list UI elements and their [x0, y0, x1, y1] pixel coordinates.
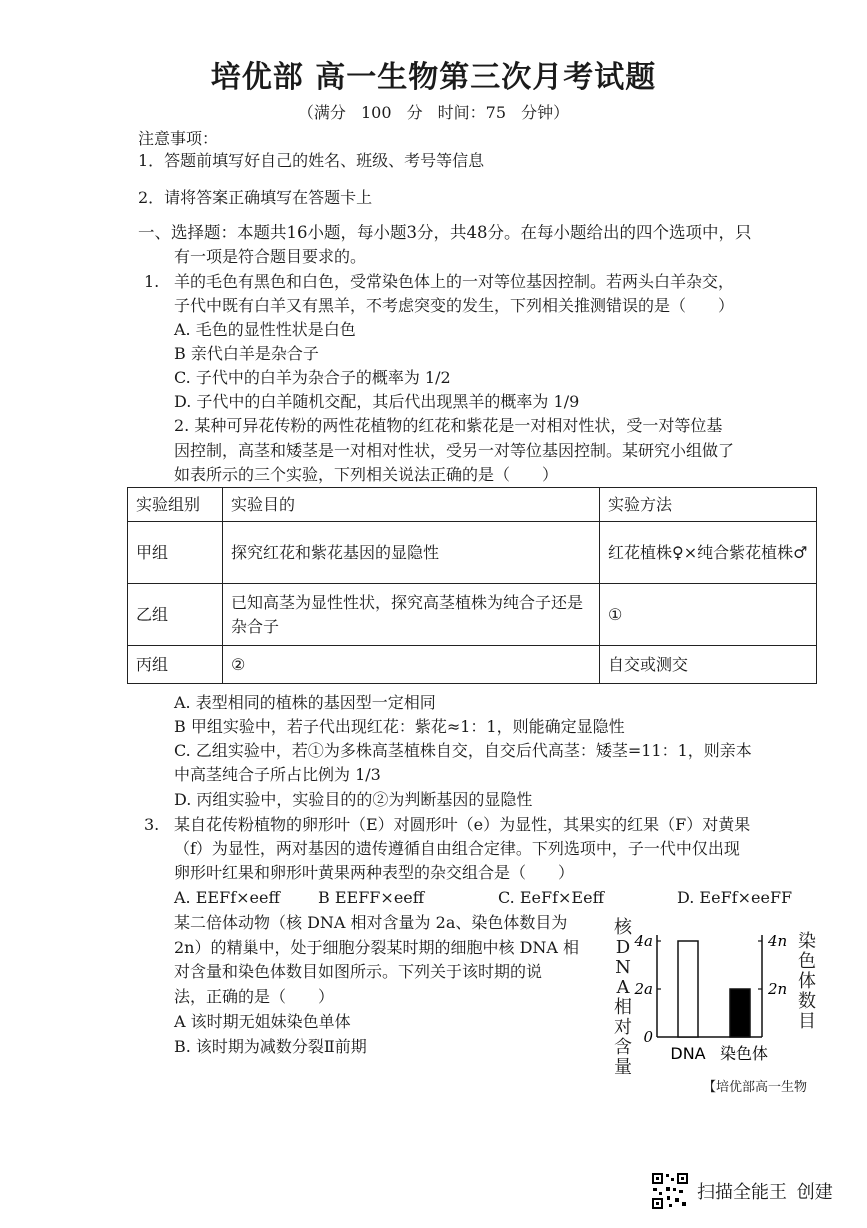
x-tick-label: DNA [670, 1044, 706, 1063]
q4-option-a: A 该时期无姐妹染色单体 [174, 1012, 351, 1031]
table-row [128, 646, 817, 684]
q4-stem-line2: 2n）的精巢中，处于细胞分裂某时期的细胞中核 DNA 相 [174, 938, 580, 957]
right-axis-label-char: 数 [798, 991, 816, 1012]
table-header-row [128, 488, 817, 522]
q2-stem-line3: 如表所示的三个实验，下列相关说法正确的是（ ） [174, 465, 559, 484]
left-tick-label: 0 [643, 1028, 653, 1046]
left-axis-label-char: A [616, 977, 630, 998]
left-tick-label: 2a [634, 980, 653, 998]
note-item-1: 1．答题前填写好自己的姓名、班级、考号等信息 [138, 151, 485, 170]
q1-option-b: B 亲代白羊是杂合子 [174, 344, 319, 363]
q1-number: 1. [144, 272, 160, 291]
table-cell: 丙组 [128, 646, 223, 684]
table-cell: 乙组 [128, 584, 223, 646]
section-heading-cont: 有一项是符合题目要求的。 [174, 247, 367, 266]
q3-number: 3. [144, 815, 160, 834]
table-cell: ① [600, 584, 817, 646]
q2-option-a: A. 表型相同的植株的基因型一定相同 [174, 693, 436, 712]
section-heading: 一、选择题：本题共16小题，每小题3分，共48分。在每小题给出的四个选项中，只 [138, 223, 752, 242]
q4-stem-line4: 法，正确的是（ ） [174, 987, 335, 1006]
x-tick-label: 染色体 [719, 1044, 769, 1063]
q1-stem-line1: 羊的毛色有黑色和白色，受常染色体上的一对等位基因控制。若两头白羊杂交， [174, 272, 735, 291]
q3-option-a: A. EEFf×eeff [174, 888, 280, 907]
right-tick-label: 2n [768, 980, 788, 998]
q2-option-b: B 甲组实验中，若子代出现红花：紫花≈1：1，则能确定显隐性 [174, 717, 625, 736]
q4-stem-line3: 对含量和染色体数目如图所示。下列关于该时期的说 [174, 962, 543, 981]
right-axis-label-char: 体 [798, 971, 816, 992]
q1-option-d: D. 子代中的白羊随机交配，其后代出现黑羊的概率为 1/9 [174, 392, 580, 411]
q3-stem-line1: 某自花传粉植物的卵形叶（E）对圆形叶（e）为显性，其果实的红果（F）对黄果 [174, 815, 751, 834]
table-row [128, 584, 817, 646]
left-axis-label-char: 核 [614, 917, 632, 938]
page-title: 培优部 高一生物第三次月考试题 [210, 60, 657, 95]
table-header-cell: 实验目的 [223, 488, 600, 522]
table-header-cell: 实验组别 [128, 488, 223, 522]
bar-chromosome [730, 989, 750, 1037]
note-item-2: 2．请将答案正确填写在答题卡上 [138, 188, 373, 207]
left-axis-label-char: N [615, 957, 631, 978]
right-axis-label-char: 染 [798, 931, 816, 952]
footer-tag: 【培优部高一生物 [703, 1080, 808, 1095]
left-axis-label-char: 量 [614, 1057, 632, 1078]
bar-dna [678, 941, 698, 1037]
table-cell: 自交或测交 [600, 646, 817, 684]
right-axis-label-char: 色 [798, 951, 816, 972]
experiment-table [127, 487, 817, 684]
left-axis-label-char: 含 [614, 1037, 632, 1058]
q2-option-c: C. 乙组实验中，若①为多株高茎植株自交，自交后代高茎：矮茎=11：1，则亲本 [174, 741, 752, 760]
q2-stem-line1: 2. 某种可异花传粉的两性花植物的红花和紫花是一对相对性状，受一对等位基 [174, 416, 723, 435]
table-cell: ② [223, 646, 600, 684]
page-subtitle: （满分 100 分 时间：75 分钟） [297, 103, 570, 122]
q3-option-d: D. EeFf×eeFF [677, 888, 793, 907]
left-axis-label-char: 相 [614, 997, 632, 1018]
dna-chromosome-chart [612, 915, 822, 1070]
table-header-cell: 实验方法 [600, 488, 817, 522]
scanner-watermark: 扫描全能王 创建 [697, 1182, 833, 1203]
table-cell: 探究红花和紫花基因的显隐性 [223, 522, 600, 584]
table-row [128, 522, 817, 584]
table-cell: 红花植株♀×纯合紫花植株♂ [600, 522, 817, 584]
table-cell: 甲组 [128, 522, 223, 584]
q3-stem-line2: （f）为显性，两对基因的遗传遵循自由组合定律。下列选项中，子一代中仅出现 [174, 839, 740, 858]
q3-option-c: C. EeFf×Eeff [498, 888, 604, 907]
right-tick-label: 4n [768, 932, 788, 950]
right-axis-label-char: 目 [798, 1011, 816, 1032]
q1-option-c: C. 子代中的白羊为杂合子的概率为 1/2 [174, 368, 451, 387]
q2-stem-line2: 因控制，高茎和矮茎是一对相对性状，受另一对等位基因控制。某研究小组做了 [174, 441, 735, 460]
q2-option-d: D. 丙组实验中，实验目的的②为判断基因的显隐性 [174, 790, 533, 809]
left-axis-label-char: D [615, 937, 631, 958]
q1-stem-line2: 子代中既有白羊又有黑羊，不考虑突变的发生，下列相关推测错误的是（ ） [174, 296, 735, 315]
left-tick-label: 4a [634, 932, 653, 950]
left-axis-label-char: 对 [614, 1017, 632, 1038]
q4-option-b: B. 该时期为减数分裂Ⅱ前期 [174, 1037, 367, 1056]
notes-heading: 注意事项： [138, 129, 219, 148]
qr-code-icon [651, 1172, 689, 1210]
table-cell: 已知高茎为显性性状，探究高茎植株为纯合子还是杂合子 [223, 584, 600, 646]
q3-stem-line3: 卵形叶红果和卵形叶黄果两种表型的杂交组合是（ ） [174, 863, 575, 882]
q1-option-a: A. 毛色的显性性状是白色 [174, 320, 356, 339]
q3-option-b: B EEFF×eeff [318, 888, 425, 907]
q2-option-c-cont: 中高茎纯合子所占比例为 1/3 [174, 765, 381, 784]
q4-stem-line1: 某二倍体动物（核 DNA 相对含量为 2a、染色体数目为 [174, 913, 568, 932]
